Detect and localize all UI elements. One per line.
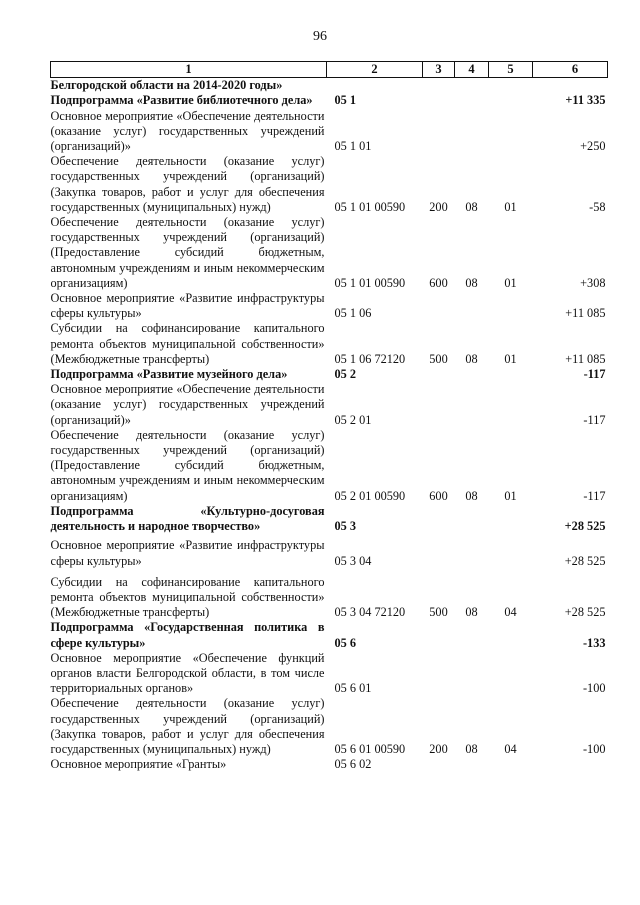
table-row — [51, 367, 608, 382]
table-row — [51, 154, 608, 215]
row-code-cell: 05 2 01 — [334, 412, 372, 427]
row-article-cell: 01 — [504, 351, 517, 366]
table-row — [51, 428, 608, 504]
row-code-cell: 05 3 04 72120 — [334, 605, 406, 620]
table-row — [51, 569, 608, 621]
row-value-cell: -133 — [582, 635, 606, 650]
row-code-cell — [327, 78, 423, 94]
row-section-cell: 200 — [429, 199, 448, 214]
row-section-cell — [423, 291, 455, 321]
row-code-cell: 05 1 01 00590 — [334, 199, 406, 214]
table-row — [51, 757, 608, 772]
row-name-cell: Подпрограмма «Развитие библиотечного дела» — [50, 93, 313, 108]
row-code-cell: 05 6 01 00590 — [334, 741, 406, 756]
header-row — [51, 62, 608, 78]
row-subsection-cell — [455, 534, 489, 568]
row-subsection-cell — [455, 504, 489, 534]
row-article-cell — [489, 504, 533, 534]
row-value-cell: +28 525 — [564, 553, 606, 568]
row-article-cell — [489, 757, 533, 772]
row-subsection-cell: 08 — [465, 275, 478, 290]
table-row — [51, 382, 608, 428]
row-subsection-cell — [455, 291, 489, 321]
row-value-cell: -117 — [583, 367, 606, 382]
header-col-5: 5 — [489, 62, 533, 78]
row-name-cell: Основное мероприятие «Развитие инфраструктуры сферы культуры» — [50, 538, 325, 568]
row-name-cell: Основное мероприятие «Гранты» — [50, 757, 227, 772]
row-subsection-cell — [455, 651, 489, 697]
row-name-cell: Обеспечение деятельности (оказание услуг) государственных учреждений (организаций) (Предоставление субсидий бюджетным, автономным учреждениям и иным некоммерческим организациям) — [50, 215, 325, 290]
row-section-cell — [423, 534, 455, 568]
row-value-cell: -100 — [582, 681, 606, 696]
row-section-cell — [423, 93, 455, 108]
row-article-cell — [489, 382, 533, 428]
row-value-cell: -117 — [583, 488, 606, 503]
row-subsection-cell: 08 — [465, 199, 478, 214]
row-value-cell — [533, 757, 608, 772]
row-value-cell: +28 525 — [564, 519, 606, 534]
table-row — [51, 109, 608, 155]
row-name-cell: Субсидии на софинансирование капитального ремонта объектов муниципальной собственности» (Межбюджетные трансферты) — [50, 321, 325, 366]
row-subsection-cell: 08 — [465, 741, 478, 756]
row-value-cell: -117 — [583, 412, 606, 427]
row-code-cell: 05 1 06 72120 — [334, 351, 406, 366]
row-subsection-cell — [455, 620, 489, 650]
row-subsection-cell: 08 — [465, 351, 478, 366]
row-name-cell: Белгородской области на 2014-2020 годы» — [50, 78, 283, 93]
row-code-cell: 05 2 01 00590 — [334, 488, 406, 503]
row-code-cell: 05 1 06 — [334, 306, 372, 321]
row-article-cell — [489, 93, 533, 108]
row-value-cell: -58 — [589, 199, 606, 214]
row-code-cell: 05 6 — [334, 635, 357, 650]
row-subsection-cell — [455, 757, 489, 772]
row-subsection-cell — [455, 109, 489, 155]
row-section-cell — [423, 382, 455, 428]
row-value-cell — [533, 78, 608, 94]
row-code-cell: 05 1 01 — [334, 139, 372, 154]
table-row — [51, 291, 608, 321]
row-article-cell — [489, 651, 533, 697]
row-article-cell — [489, 78, 533, 94]
table-row — [51, 534, 608, 568]
table-row — [51, 620, 608, 650]
row-section-cell — [423, 367, 455, 382]
row-article-cell — [489, 291, 533, 321]
row-name-cell: Обеспечение деятельности (оказание услуг) государственных учреждений (организаций) (Закупка товаров, работ и услуг для обеспечения государственных (муниципальных) нужд) — [50, 154, 325, 214]
row-section-cell: 200 — [429, 741, 448, 756]
table-header — [51, 62, 608, 78]
header-col-4: 4 — [455, 62, 489, 78]
row-value-cell: +11 335 — [565, 93, 606, 108]
row-name-cell: Обеспечение деятельности (оказание услуг) государственных учреждений (организаций) (Предоставление субсидий бюджетным, автономным учреждениям и иным некоммерческим организациям) — [50, 427, 325, 503]
header-col-2: 2 — [327, 62, 423, 78]
table-row — [51, 504, 608, 534]
row-article-cell — [489, 620, 533, 650]
row-code-cell: 05 1 01 00590 — [334, 275, 406, 290]
row-subsection-cell: 08 — [465, 488, 478, 503]
table-row — [51, 321, 608, 367]
row-name-cell: Подпрограмма «Развитие музейного дела» — [50, 367, 288, 382]
row-section-cell — [423, 109, 455, 155]
table-row — [51, 93, 608, 108]
page-number: 96 — [313, 29, 327, 44]
row-subsection-cell — [455, 93, 489, 108]
row-name-cell: Обеспечение деятельности (оказание услуг) государственных учреждений (организаций) (Закупка товаров, работ и услуг для обеспечения государственных (муниципальных) нужд) — [50, 696, 325, 756]
row-article-cell — [489, 109, 533, 155]
row-code-cell: 05 3 — [334, 519, 357, 534]
row-section-cell — [423, 620, 455, 650]
row-code-cell: 05 1 — [334, 93, 357, 108]
header-col-1: 1 — [51, 62, 327, 78]
table-row — [51, 215, 608, 291]
row-name-cell: Основное мероприятие «Обеспечение функций органов власти Белгородской области, в том числе территориальных органов» — [50, 650, 325, 696]
table-row — [51, 78, 608, 94]
row-name-cell: Подпрограмма «Культурно-досуговая деятельность и народное творчество» — [50, 503, 325, 534]
row-subsection-cell — [455, 367, 489, 382]
budget-table — [50, 61, 608, 772]
row-section-cell — [423, 78, 455, 94]
row-article-cell: 04 — [504, 741, 517, 756]
row-value-cell: -100 — [582, 741, 606, 756]
header-col-6: 6 — [533, 62, 608, 78]
row-article-cell: 01 — [504, 275, 517, 290]
table-row — [51, 651, 608, 697]
row-subsection-cell: 08 — [465, 605, 478, 620]
row-article-cell: 01 — [504, 488, 517, 503]
row-article-cell — [489, 367, 533, 382]
row-section-cell: 600 — [429, 275, 448, 290]
row-value-cell: +11 085 — [565, 306, 606, 321]
row-name-cell: Субсидии на софинансирование капитального ремонта объектов муниципальной собственности» (Межбюджетные трансферты) — [50, 574, 325, 620]
row-section-cell: 600 — [429, 488, 448, 503]
row-value-cell: +28 525 — [564, 605, 606, 620]
row-subsection-cell — [455, 382, 489, 428]
row-code-cell: 05 2 — [334, 367, 357, 382]
row-section-cell: 500 — [429, 351, 448, 366]
table-row — [51, 696, 608, 757]
row-value-cell: +308 — [580, 275, 606, 290]
row-article-cell: 04 — [504, 605, 517, 620]
table-body — [51, 78, 608, 773]
row-code-cell: 05 3 04 — [334, 553, 372, 568]
row-code-cell: 05 6 01 — [334, 681, 372, 696]
row-code-cell: 05 6 02 — [334, 757, 372, 772]
row-section-cell: 500 — [429, 605, 448, 620]
row-article-cell: 01 — [504, 199, 517, 214]
row-name-cell: Основное мероприятие «Обеспечение деятельности (оказание услуг) государственных учреждений (организаций)» — [50, 108, 325, 154]
row-name-cell: Основное мероприятие «Развитие инфраструктуры сферы культуры» — [50, 291, 325, 321]
row-article-cell — [489, 534, 533, 568]
header-col-3: 3 — [423, 62, 455, 78]
row-name-cell: Подпрограмма «Государственная политика в сфере культуры» — [50, 620, 325, 650]
row-section-cell — [423, 504, 455, 534]
row-value-cell: +250 — [580, 139, 606, 154]
row-subsection-cell — [455, 78, 489, 94]
row-section-cell — [423, 757, 455, 772]
row-name-cell: Основное мероприятие «Обеспечение деятельности (оказание услуг) государственных учреждений (организаций)» — [50, 382, 325, 427]
row-section-cell — [423, 651, 455, 697]
row-value-cell: +11 085 — [565, 351, 606, 366]
